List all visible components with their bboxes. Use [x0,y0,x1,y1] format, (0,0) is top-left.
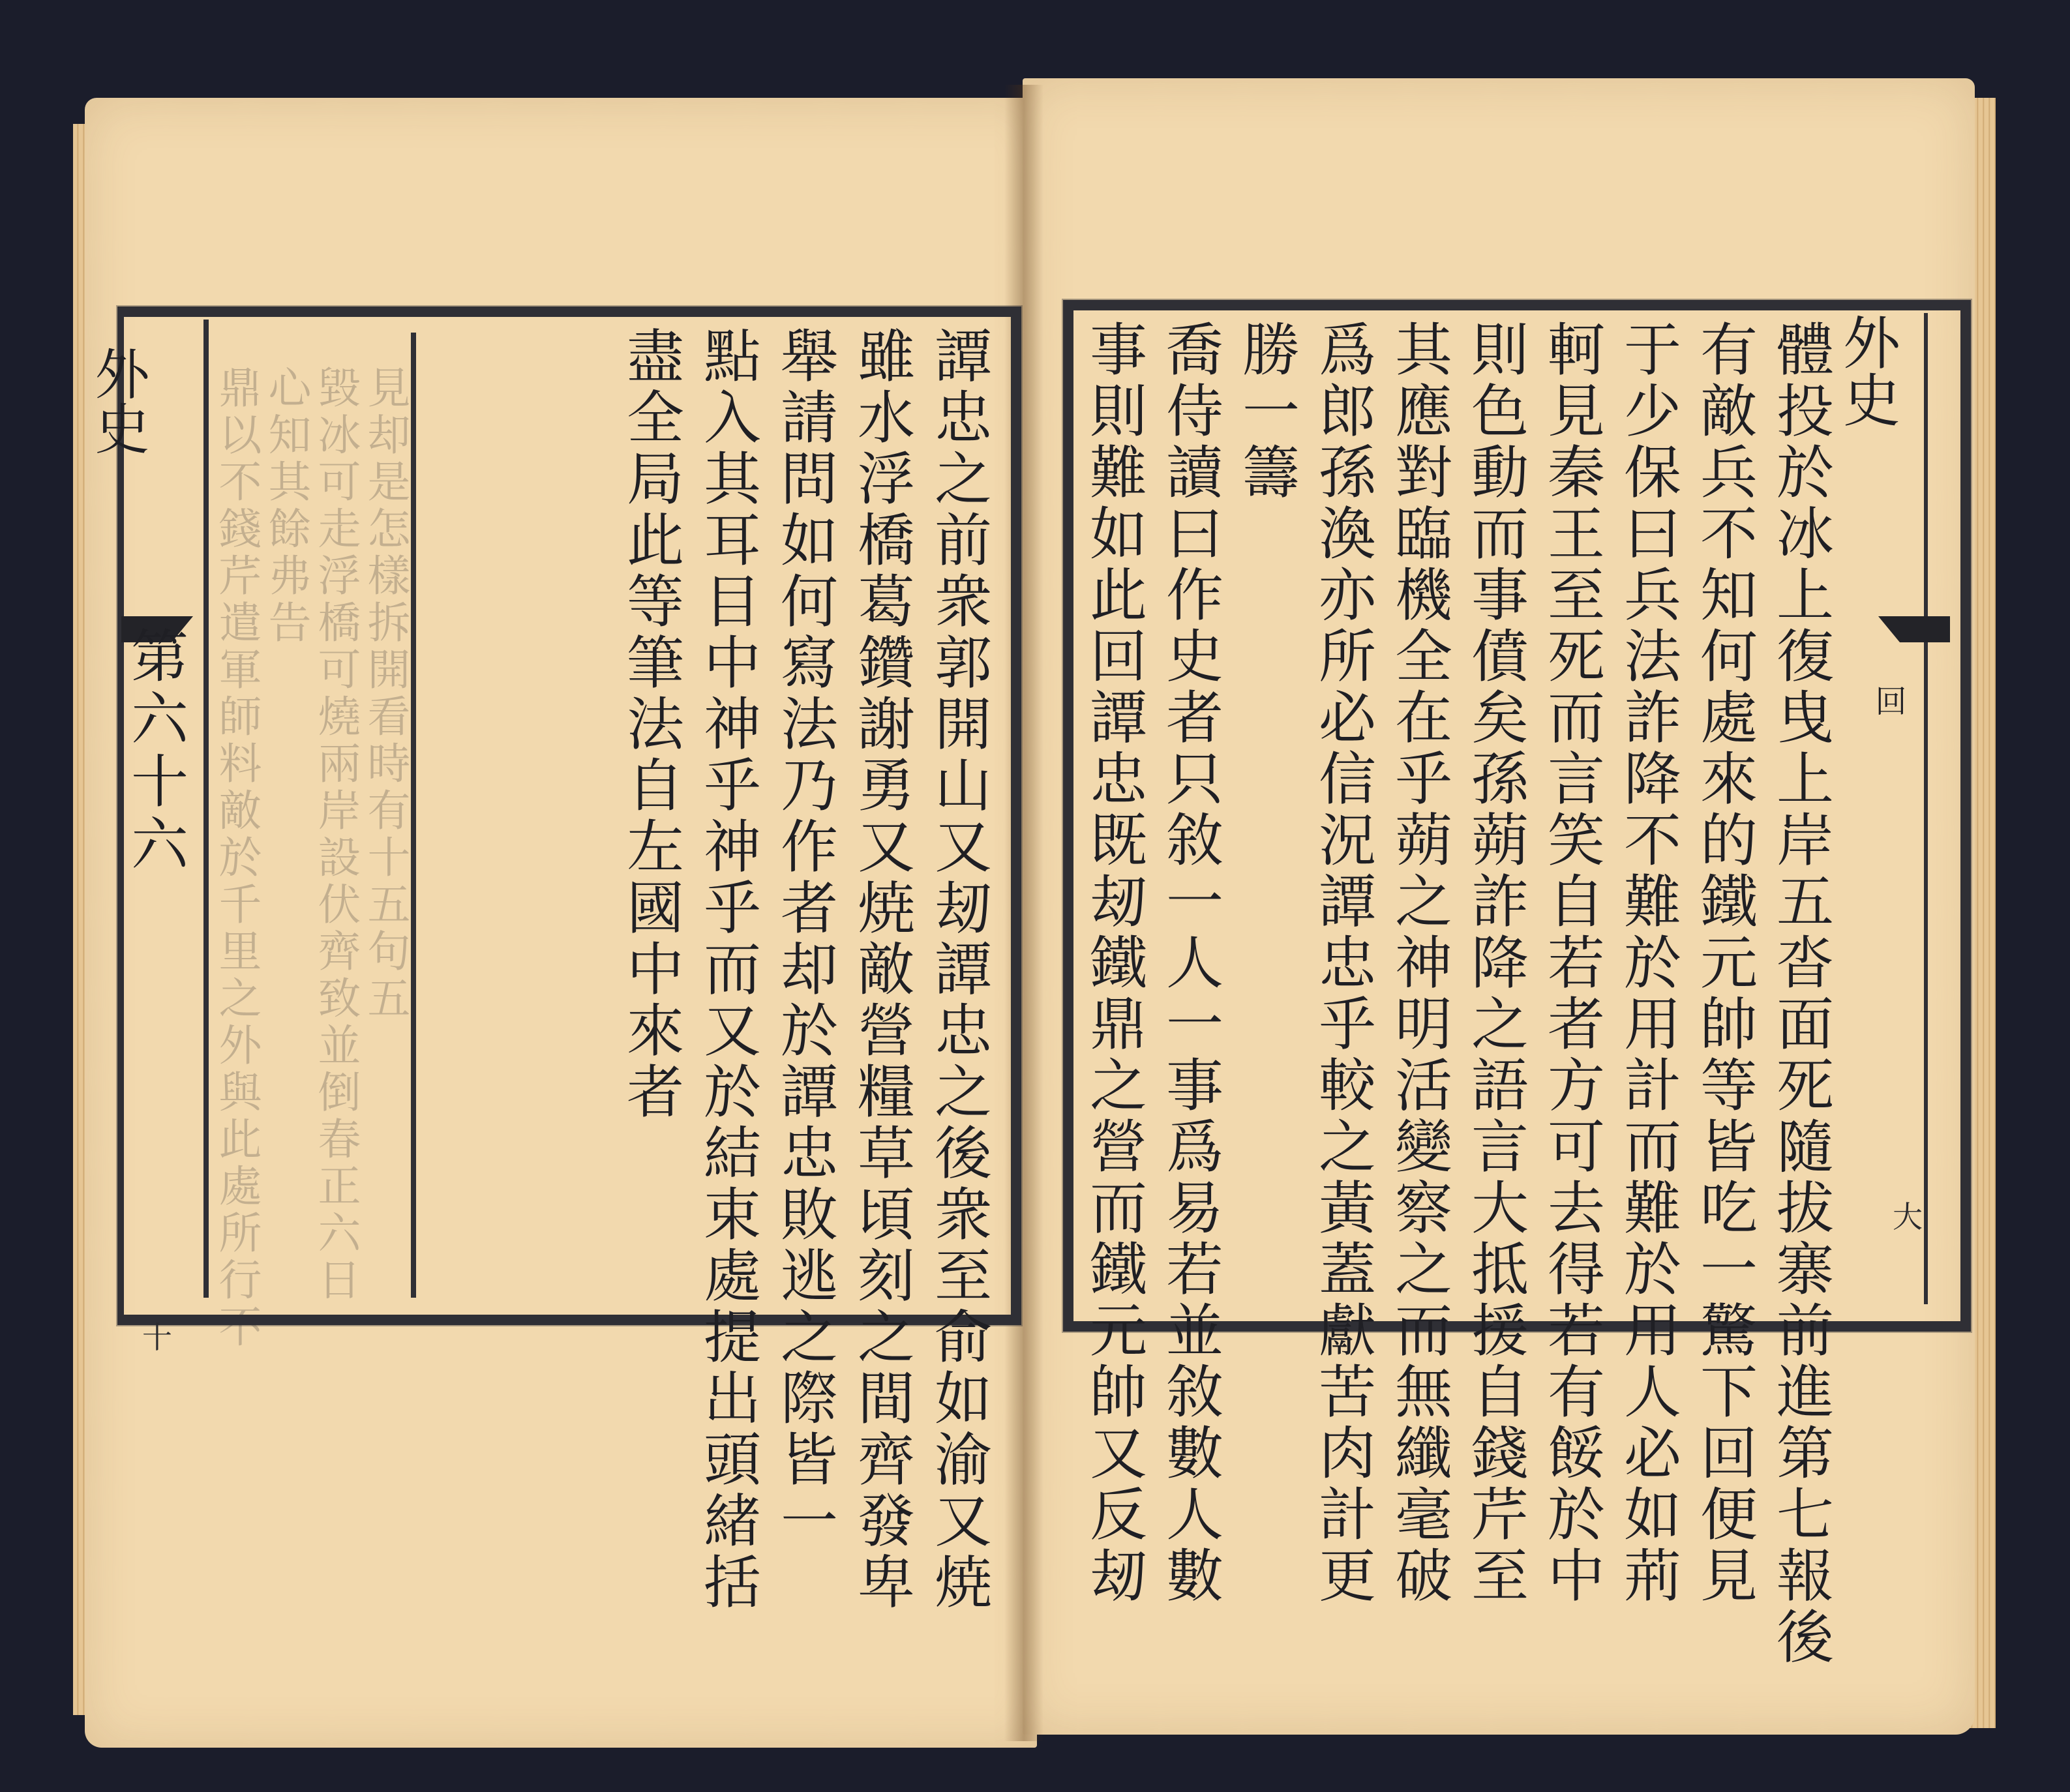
right-text-column-1: 體投於冰上復曳上岸五沓面死隨拔寨前進第七報後 [1767,320,1835,1668]
right-text-column-3: 于少保曰兵法詐降不難於用計而難於用人必如荊 [1615,320,1682,1607]
left-text-column-1: 譚忠之前衆郭開山又刼譚忠之後衆至俞如渝又焼 [925,326,993,1613]
right-text-column-4: 軻見秦王至死而言笑自若者方可去得若有餒於中 [1538,320,1606,1607]
left-folio-marker: 十 [142,1320,172,1355]
right-text-column-8: 勝一籌 [1233,320,1300,503]
bleed-column-2: 毀冰可走浮橋可燒兩岸設伏齊致並倒春正六日 [310,365,361,1304]
left-page-text-block [417,326,1004,1613]
left-text-column-4: 點入其耳目中神乎神乎而又於結束處提出頭緒括 [695,326,762,1613]
right-page-inner-rule [1924,313,1928,1304]
right-folio-marker: 大 [1893,1199,1923,1234]
chapter-heading: 第六十六 [122,626,189,876]
left-running-title: 外史 [86,346,150,455]
bleed-column-4: 鼎以不錢芹遣軍師料敵於千里之外與此處所行不 [211,365,262,1351]
left-text-column-2: 雖水浮橋葛鑽謝勇又焼敵營糧草頃刻之間齊發卑 [848,326,916,1613]
right-text-column-2: 有敵兵不知何處來的鐵元帥等皆吃一驚下回便見 [1691,320,1758,1607]
right-text-column-7: 爲郎孫渙亦所必信況譚忠乎較之黃蓋獻苦肉計更 [1310,320,1377,1607]
left-text-column-5: 盡全局此等筆法自左國中來者 [618,326,685,1123]
left-page-inner-rule [203,320,209,1298]
right-section-mark: 回 [1870,685,1906,716]
left-text-column-3: 舉請問如何寫法乃作者却於譚忠敗逃之際皆一 [772,326,839,1552]
right-text-column-10: 事則難如此回譚忠既刼鐵鼎之營而鐵元帥又反刼 [1081,320,1148,1607]
right-page-text-block [1076,320,1846,1668]
right-text-column-9: 喬侍讀曰作史者只敘一人一事爲易若並敘數人數 [1157,320,1224,1607]
bleed-column-1: 見却是怎樣拆開看時有十五句五 [360,365,410,1023]
left-page-inner-rule-2 [411,333,416,1298]
right-running-title: 外史 [1834,313,1901,428]
right-text-column-5: 則色動而事僨矣孫蒴詐降之語言大抵援自錢芹至 [1462,320,1529,1607]
bleed-column-3: 心知其餘弗告 [261,365,311,647]
right-text-column-6: 其應對臨機全在乎蒴之神明活變察之而無纖毫破 [1386,320,1453,1607]
